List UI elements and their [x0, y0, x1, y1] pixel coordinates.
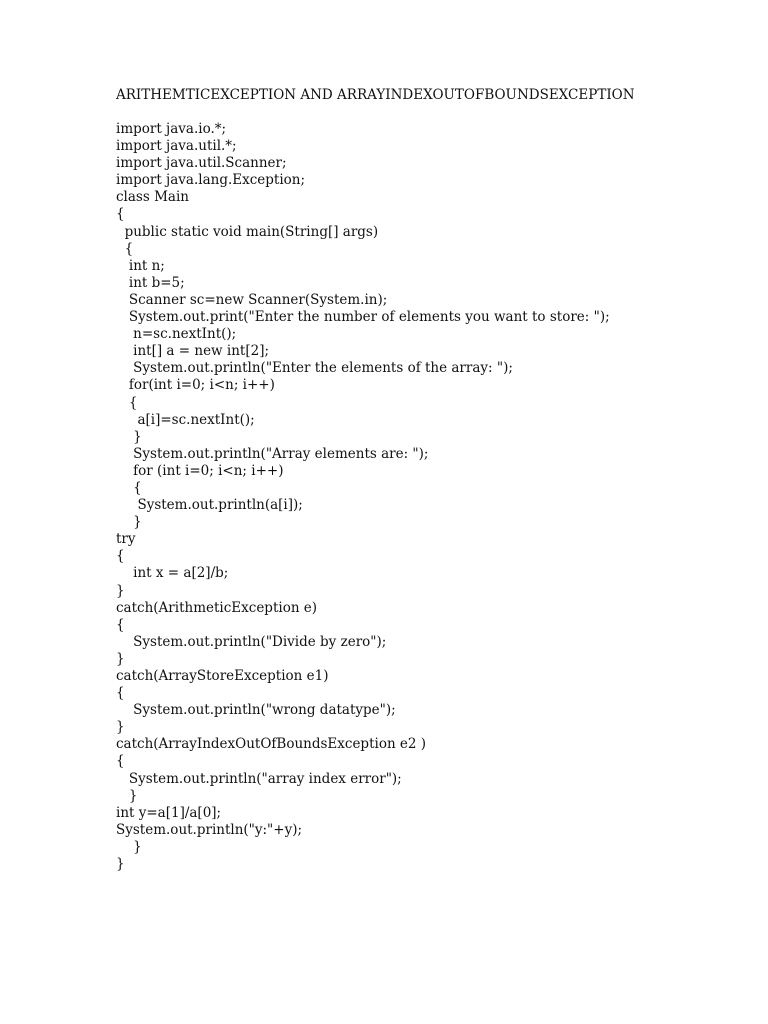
code-line: catch(ArithmeticException e)	[116, 599, 318, 616]
code-line: {	[116, 753, 125, 770]
code-line: import java.util.*;	[116, 138, 237, 155]
code-line: int b=5;	[116, 274, 185, 291]
code-line: System.out.print("Enter the number of elements you want to store: ");	[116, 309, 610, 326]
code-line: System.out.println("Enter the elements of the array: ");	[116, 360, 513, 377]
code-line: n=sc.nextInt();	[116, 326, 237, 343]
code-line: import java.util.Scanner;	[116, 155, 287, 172]
document-title: ARITHEMTICEXCEPTION AND ARRAYINDEXOUTOFBOUNDSEXCEPTION	[116, 87, 635, 103]
code-line: Scanner sc=new Scanner(System.in);	[116, 291, 388, 308]
code-line: {	[116, 394, 138, 411]
code-line: try	[116, 531, 136, 548]
code-line: {	[116, 206, 125, 223]
code-line: }	[116, 428, 142, 445]
code-line: for (int i=0; i<n; i++)	[116, 462, 284, 479]
code-line: {	[116, 479, 142, 496]
code-line: int x = a[2]/b;	[116, 565, 229, 582]
code-line: int y=a[1]/a[0];	[116, 804, 222, 821]
code-line: }	[116, 838, 142, 855]
code-line: }	[116, 514, 142, 531]
code-line: }	[116, 856, 125, 873]
code-line: a[i]=sc.nextInt();	[116, 411, 255, 428]
code-line: System.out.println("array index error");	[116, 770, 402, 787]
code-line: {	[116, 548, 125, 565]
code-line: class Main	[116, 189, 189, 206]
code-line: }	[116, 582, 125, 599]
code-line: System.out.println("y:"+y);	[116, 821, 303, 838]
code-line: }	[116, 787, 138, 804]
code-line: public static void main(String[] args)	[116, 223, 379, 240]
code-line: {	[116, 685, 125, 702]
code-line: }	[116, 719, 125, 736]
code-line: System.out.println(a[i]);	[116, 497, 303, 514]
code-line: {	[116, 240, 134, 257]
code-line: System.out.println("Divide by zero");	[116, 633, 387, 650]
code-line: for(int i=0; i<n; i++)	[116, 377, 275, 394]
code-block	[116, 121, 610, 873]
code-line: int[] a = new int[2];	[116, 343, 270, 360]
code-line: int n;	[116, 257, 165, 274]
code-line: import java.io.*;	[116, 121, 227, 137]
code-line: System.out.println("wrong datatype");	[116, 702, 396, 719]
code-line: System.out.println("Array elements are: ");	[116, 445, 429, 462]
code-line: import java.lang.Exception;	[116, 172, 306, 189]
code-line: {	[116, 616, 125, 633]
code-line: catch(ArrayStoreException e1)	[116, 668, 329, 684]
code-line: }	[116, 650, 125, 667]
code-line: catch(ArrayIndexOutOfBoundsException e2 )	[116, 736, 427, 753]
